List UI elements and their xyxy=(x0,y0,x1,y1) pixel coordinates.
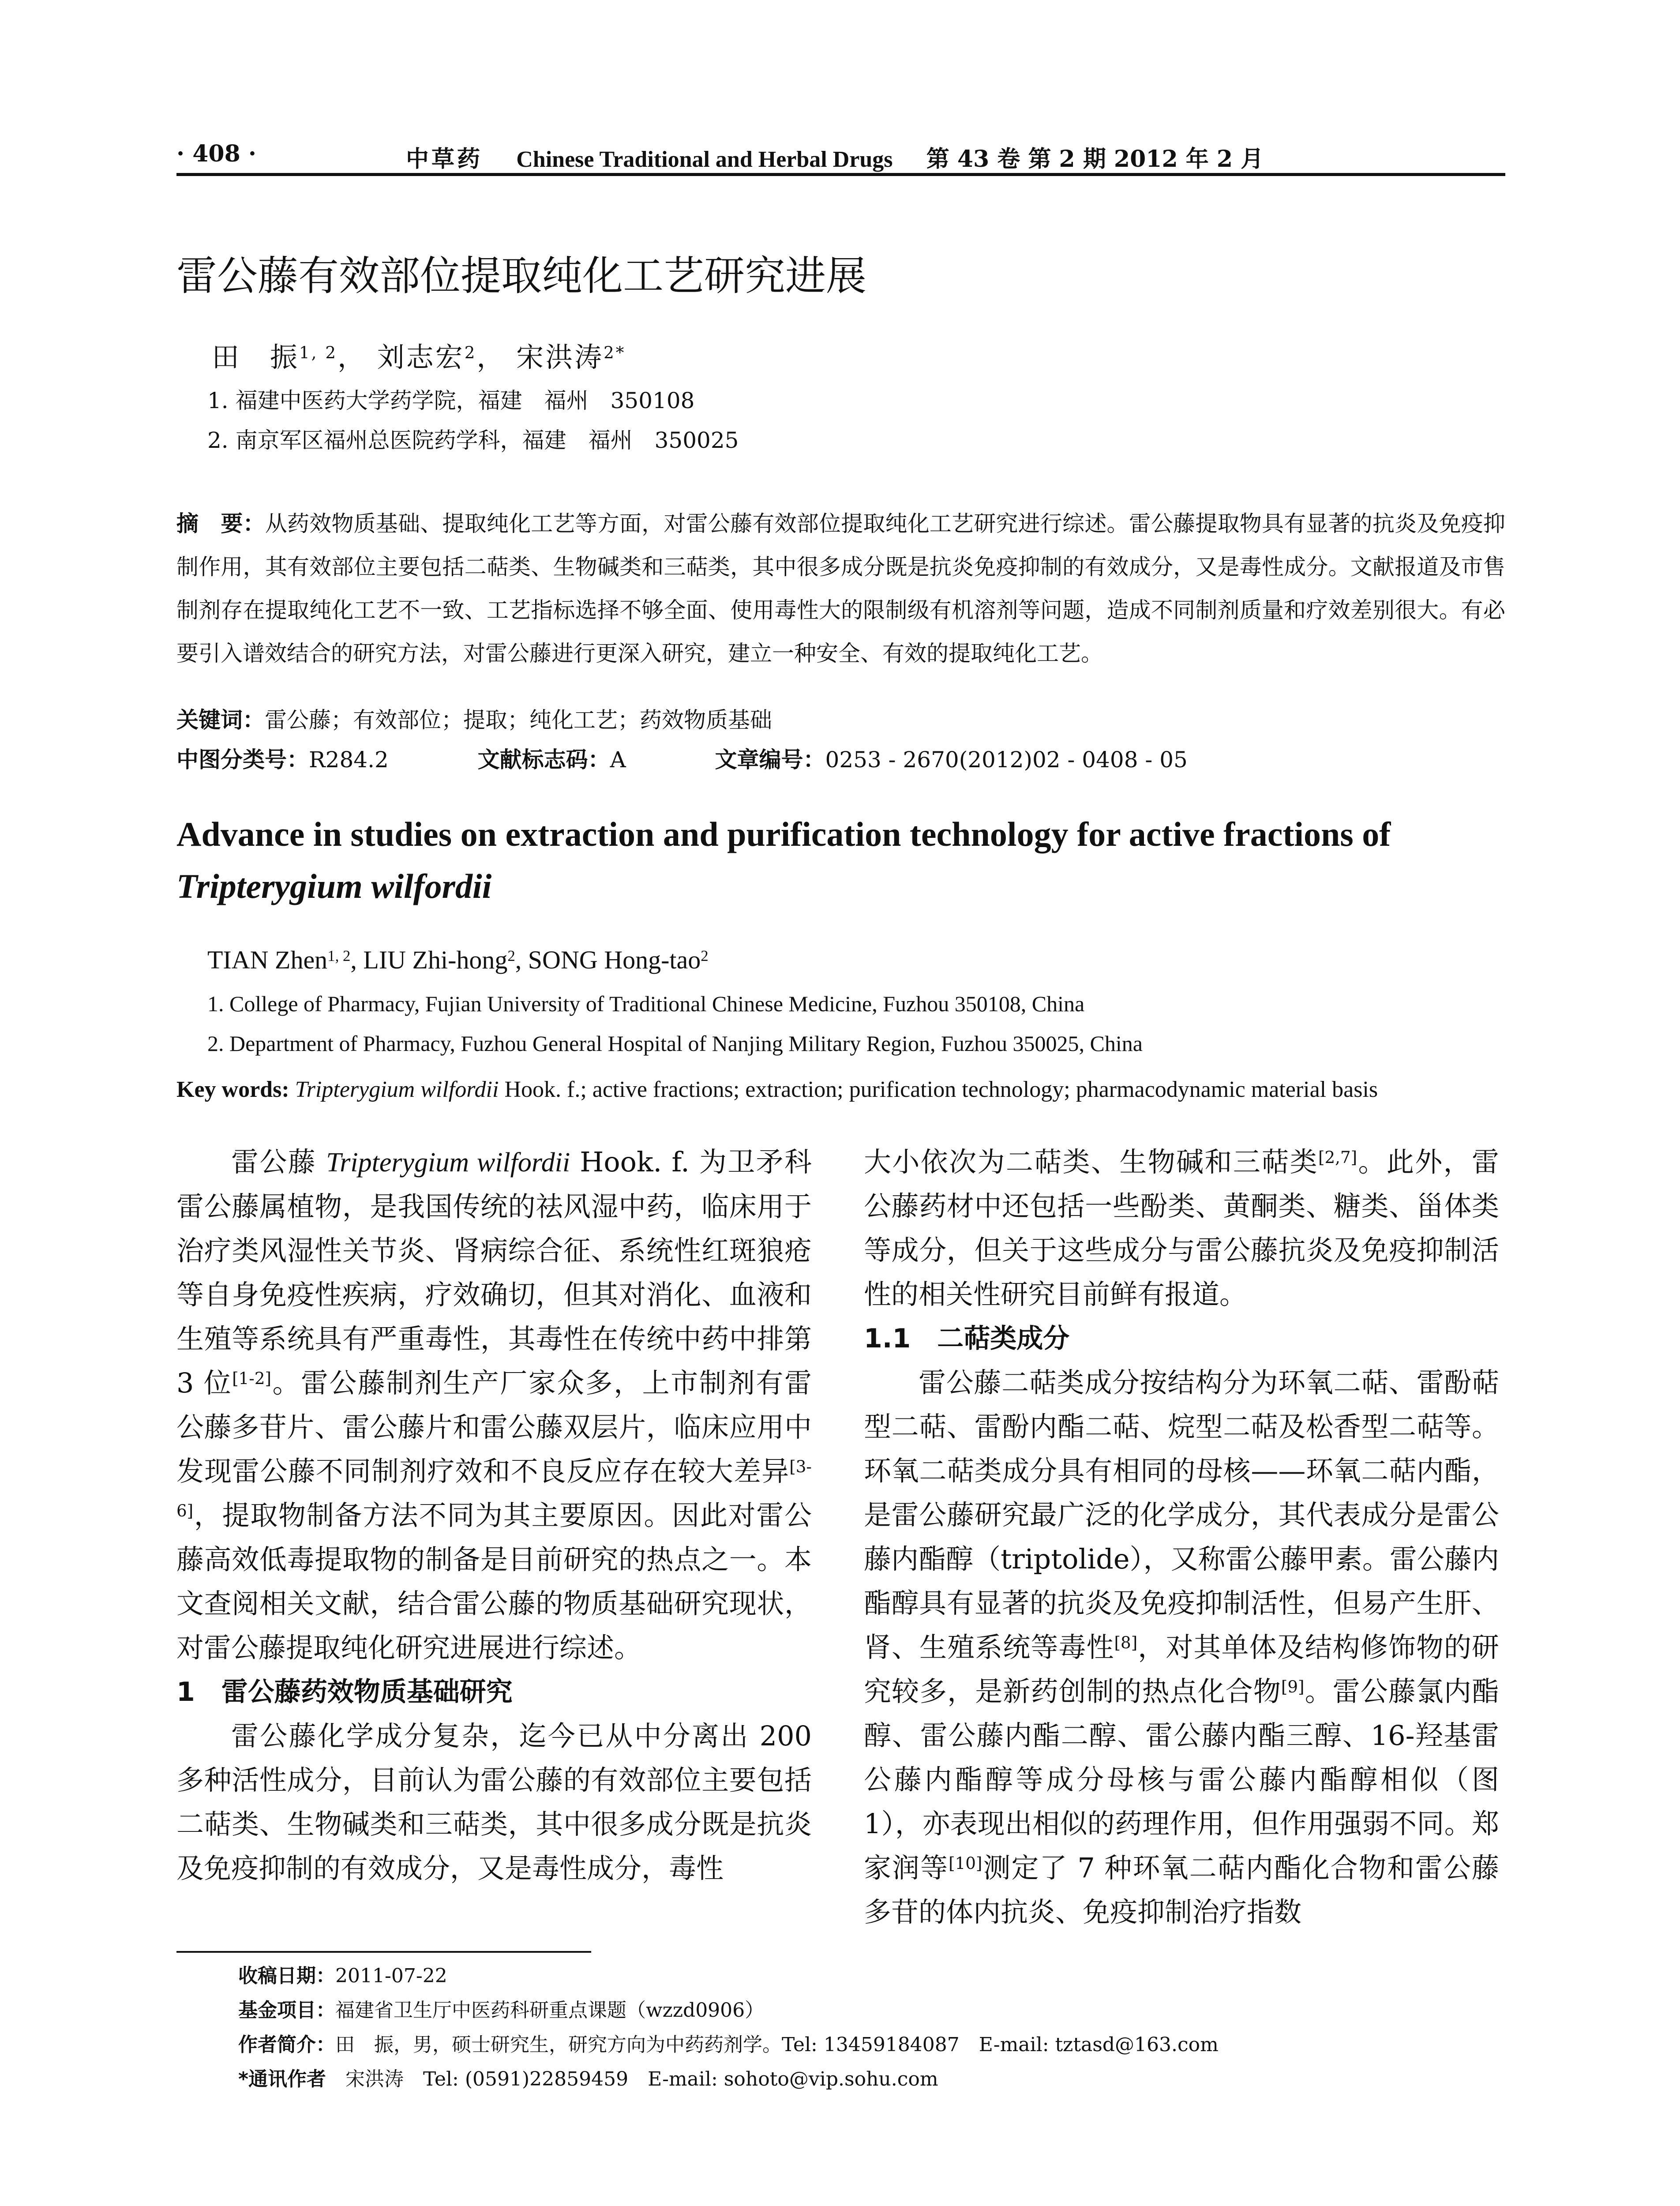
footnote-rule xyxy=(176,1951,591,1953)
title-en-text: Advance in studies on extraction and purification technology for active fractions of xyxy=(176,815,1391,853)
footnote-label: *通讯作者 xyxy=(238,2068,326,2090)
affiliation-cn: 2. 南京军区福州总医院药学科，福建 福州 350025 xyxy=(207,428,739,453)
doc-code-value: A xyxy=(610,747,626,773)
affiliation-en: 1. College of Pharmacy, Fujian University of Traditional Chinese Medicine, Fuzhou 350108, China xyxy=(207,991,1085,1016)
affiliation-mark: 2* xyxy=(604,343,626,363)
author-name-en: TIAN Zhen xyxy=(207,945,328,974)
keywords-label: 关键词： xyxy=(176,707,265,733)
footnote-text: 2011-07-22 xyxy=(335,1965,447,1987)
affiliation-cn: 1. 福建中医药大学药学院，福建 福州 350108 xyxy=(207,388,695,413)
subsection-heading: 1.1 二萜类成分 xyxy=(864,1323,1070,1354)
citation-ref: [3-6] xyxy=(176,1457,812,1521)
body-column-right xyxy=(864,1140,1499,1934)
keywords-en xyxy=(176,1077,1378,1103)
citation-ref: [2,7] xyxy=(1318,1148,1358,1167)
text-span: 大小依次为二萜类、生物碱和三萜类 xyxy=(864,1146,1318,1178)
keywords-cn xyxy=(176,702,772,734)
keywords-en-text: Hook. f.; active fractions; extraction; purification technology; pharmacodynamic material basis xyxy=(499,1077,1378,1102)
author-name: 宋洪涛 xyxy=(516,341,604,373)
footnote-author xyxy=(238,2029,1219,2057)
text-span: 雷公藤二萜类成分按结构分为环氧二萜、雷酚萜型二萜、雷酚内酯二萜、烷型二萜及松香型二萜等。环氧二萜类成分具有相同的母核——环氧二萜内酯，是雷公藤研究最广泛的化学成分，其代表成分是雷公藤内酯醇（triptolide），又称雷公藤甲素。雷公藤内酯醇具有显著的抗炎及免疫抑制活性，但易产生肝、肾、生殖系统等毒性 xyxy=(864,1366,1499,1663)
footnote-text: 田 振，男，硕士研究生，研究方向为中药药剂学。Tel: 13459184087 E-mail: tztasd@163.com xyxy=(335,2033,1219,2056)
text-span: ，提取物制备方法不同为其主要原因。因此对雷公藤高效低毒提取物的制备是目前研究的热点之一。本文查阅相关文献，结合雷公藤的物质基础研究现状，对雷公藤提取纯化研究进展进行综述。 xyxy=(176,1499,812,1664)
running-header xyxy=(406,140,1264,173)
footnote-label: 基金项目： xyxy=(238,1999,335,2022)
keywords-en-label: Key words: xyxy=(176,1077,289,1102)
text-span: ，对其单体及结构修饰物的研究较多，是新药创制的热点化合物 xyxy=(864,1631,1499,1707)
doc-code-label: 文献标志码： xyxy=(477,747,610,773)
footnote-fund xyxy=(238,1994,764,2022)
affiliation-mark: 2 xyxy=(464,343,477,363)
body-paragraph xyxy=(864,1140,1499,1317)
title-en-species: Tripterygium wilfordii xyxy=(176,867,492,905)
article-number-label: 文章编号： xyxy=(715,747,825,773)
clc-label: 中图分类号： xyxy=(176,747,309,773)
citation-ref: [1-2] xyxy=(232,1369,272,1388)
article-title-cn: 雷公藤有效部位提取纯化工艺研究进展 xyxy=(176,252,867,300)
author-name: 田 振 xyxy=(212,341,300,373)
species-name: Tripterygium wilfordii xyxy=(326,1148,570,1178)
body-paragraph: 雷公藤化学成分复杂，迄今已从中分离出 200 多种活性成分，目前认为雷公藤的有效部位主要包括二萜类、生物碱类和三萜类，其中很多成分既是抗炎及免疫抑制的有效成分，又是毒性成分，毒性 xyxy=(176,1720,812,1884)
affiliation-en: 2. Department of Pharmacy, Fuzhou General Hospital of Nanjing Military Region, Fuzhou 350025, China xyxy=(207,1031,1143,1056)
classification-line xyxy=(176,742,1188,774)
clc-value: R284.2 xyxy=(309,747,389,773)
footnote-text: 宋洪涛 Tel: (0591)22859459 E-mail: sohoto@vip.sohu.com xyxy=(326,2068,938,2090)
text-span: 测定了 7 种环氧二萜内酯化合物和雷公藤多苷的体内抗炎、免疫抑制治疗指数 xyxy=(864,1852,1499,1928)
author-name: 刘志宏 xyxy=(377,341,465,373)
author-list-cn: 田 振$^{1, 2}$， 刘志宏$^2$， 宋洪涛$^{2*}$ xyxy=(212,341,626,373)
citation-ref: [8] xyxy=(1114,1633,1138,1653)
abstract-cn xyxy=(176,502,1505,675)
footnote-received xyxy=(238,1960,447,1988)
text-span: 。雷公藤制剂生产厂家众多，上市制剂有雷公藤多苷片、雷公藤片和雷公藤双层片，临床应用中发现雷公藤不同制剂疗效和不良反应存在较大差异 xyxy=(176,1367,812,1487)
abstract-text: 从药效物质基础、提取纯化工艺等方面，对雷公藤有效部位提取纯化工艺研究进行综述。雷公藤提取物具有显著的抗炎及免疫抑制作用，其有效部位主要包括二萜类、生物碱类和三萜类，其中很多成分既是抗炎免疫抑制的有效成分，又是毒性成分。文献报道及市售制剂存在提取纯化工艺不一致、工艺指标选择不够全面、使用毒性大的限制级有机溶剂等问题，造成不同制剂质量和疗效差别很大。有必要引入谱效结合的研究方法，对雷公藤进行更深入研究，建立一种安全、有效的提取纯化工艺。 xyxy=(176,511,1506,666)
affiliation-mark: 2 xyxy=(701,947,709,964)
article-number-value: 0253 - 2670(2012)02 - 0408 - 05 xyxy=(825,747,1188,773)
text-span: 雷公藤 xyxy=(231,1146,326,1178)
journal-name-en: Chinese Traditional and Herbal Drugs xyxy=(516,147,893,172)
page-number: · 408 · xyxy=(176,140,256,167)
body-paragraph xyxy=(176,1140,812,1670)
journal-issue: 第 43 卷 第 2 期 2012 年 2 月 xyxy=(926,146,1264,173)
affiliation-mark: 1, 2 xyxy=(327,947,351,964)
body-paragraph xyxy=(864,1361,1499,1934)
citation-ref: [9] xyxy=(1281,1677,1305,1697)
keywords-en-species: Tripterygium wilfordii xyxy=(295,1077,499,1102)
text-span: 。雷公藤氯内酯醇、雷公藤内酯二醇、雷公藤内酯三醇、16-羟基雷公藤内酯醇等成分母核与雷公藤内酯醇相似（图 1），亦表现出相似的药理作用，但作用强弱不同。郑家润等 xyxy=(864,1675,1499,1884)
footnote-label: 作者简介： xyxy=(238,2033,335,2056)
abstract-label: 摘 要： xyxy=(176,511,265,536)
citation-ref: [10] xyxy=(949,1853,982,1873)
section-heading: 1 雷公藤药效物质基础研究 xyxy=(176,1677,513,1707)
journal-name-cn: 中草药 xyxy=(406,146,483,173)
footnote-corresponding xyxy=(238,2063,938,2091)
text-span: 。此外，雷公藤药材中还包括一些酚类、黄酮类、糖类、甾体类等成分，但关于这些成分与雷公藤抗炎及免疫抑制活性的相关性研究目前鲜有报道。 xyxy=(864,1146,1499,1310)
author-name-en: SONG Hong-tao xyxy=(528,945,701,974)
keywords-text: 雷公藤；有效部位；提取；纯化工艺；药效物质基础 xyxy=(265,707,772,733)
body-column-left xyxy=(176,1140,812,1891)
affiliation-mark: 1, 2 xyxy=(299,343,338,363)
footnote-text: 福建省卫生厅中医药科研重点课题（wzzd0906） xyxy=(335,1999,765,2022)
footnote-label: 收稿日期： xyxy=(238,1965,335,1987)
text-span: Hook. f. 为卫矛科雷公藤属植物，是我国传统的祛风湿中药，临床用于治疗类风湿性关节炎、肾病综合征、系统性红斑狼疮等自身免疫性疾病，疗效确切，但其对消化、血液和生殖等系统具有严重毒性，其毒性在传统中药中排第 3 位 xyxy=(176,1146,812,1399)
article-title-en xyxy=(176,808,1518,912)
affiliation-mark: 2 xyxy=(507,947,515,964)
author-list-en: TIAN Zhen$^{1, 2}$, LIU Zhi-hong$^2$, SONG Hong-tao$^2$ xyxy=(207,945,709,974)
header-rule xyxy=(176,173,1505,176)
author-name-en: LIU Zhi-hong xyxy=(363,945,508,974)
